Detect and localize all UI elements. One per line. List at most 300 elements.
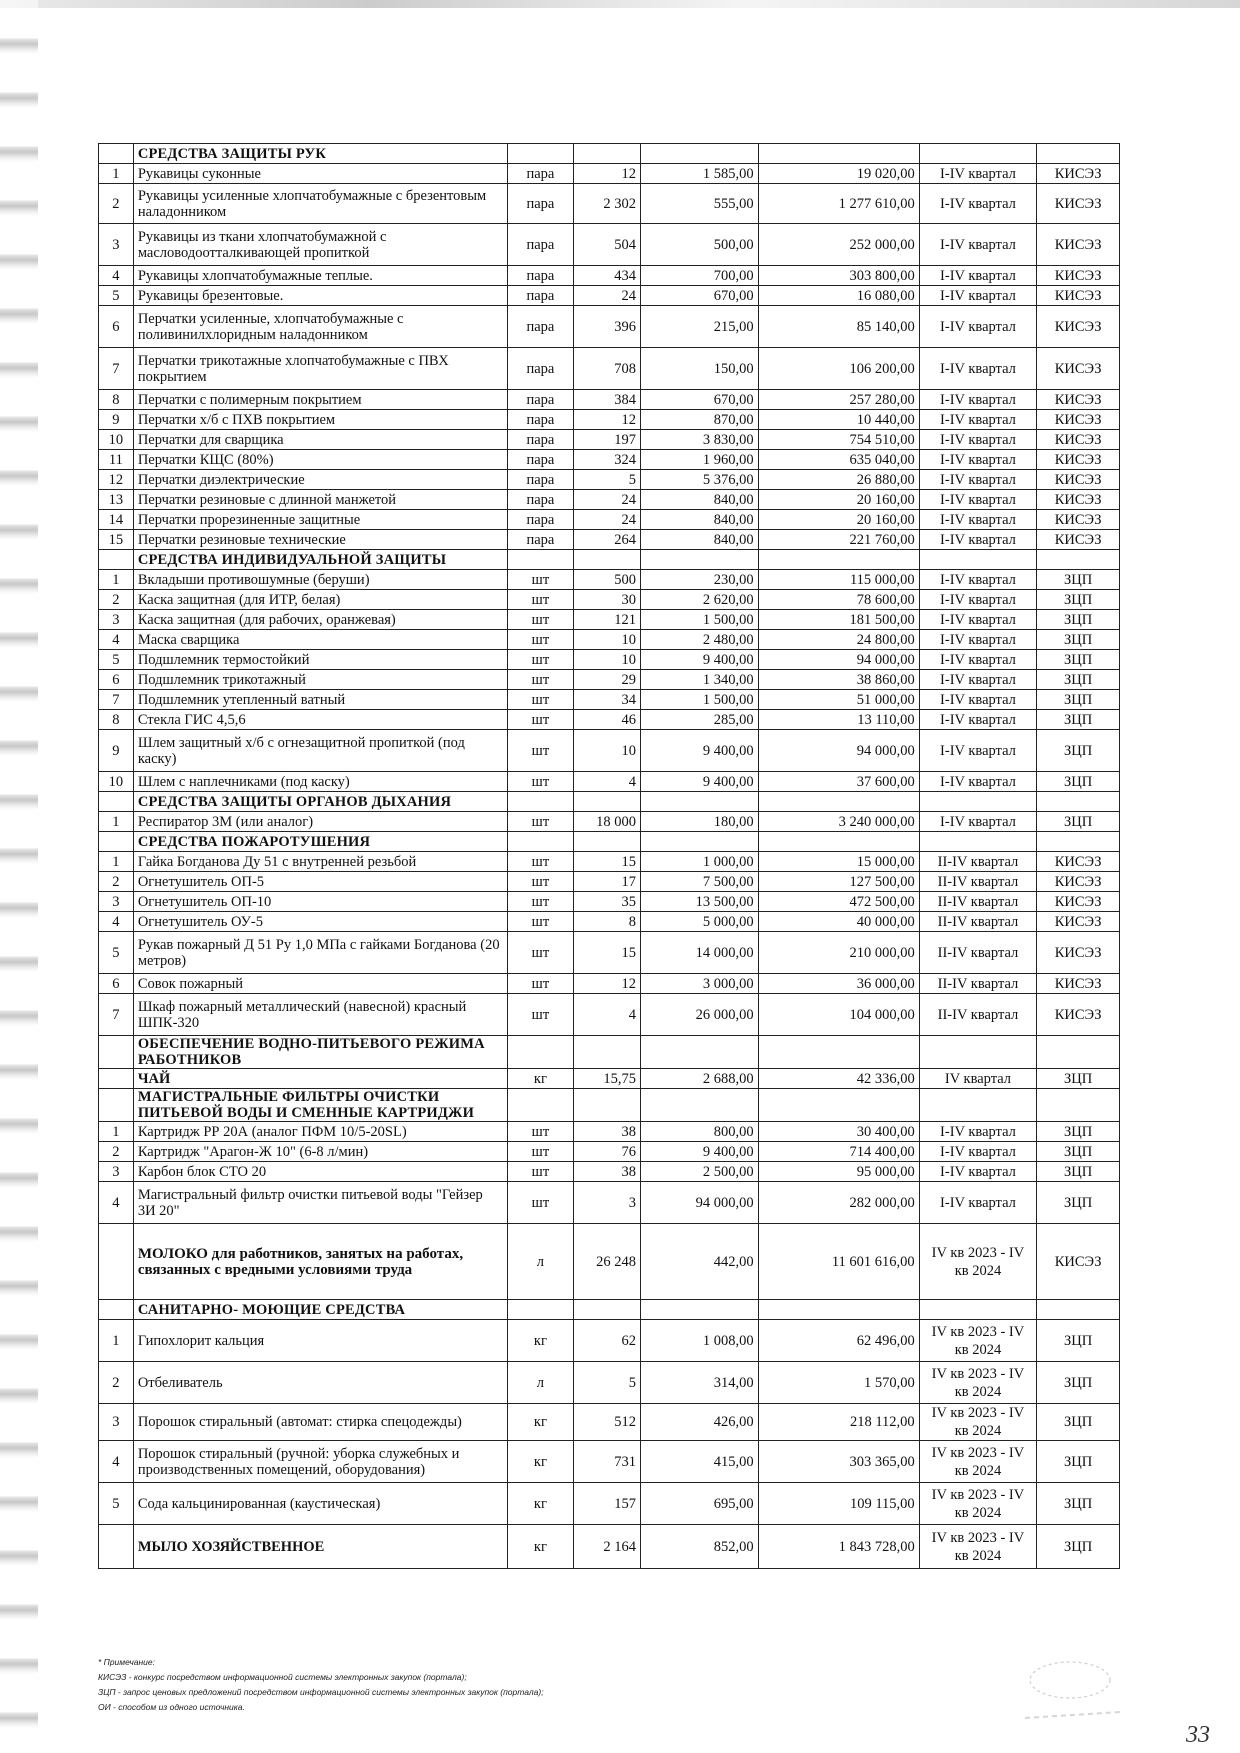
table-row xyxy=(99,1069,1120,1089)
unit-cell: пара xyxy=(508,348,573,390)
item-name: Картридж РР 20А (аналог ПФМ 10/5-20SL) xyxy=(133,1122,507,1142)
unit-cell: пара xyxy=(508,164,573,184)
price-cell: 500,00 xyxy=(641,224,759,266)
row-number: 1 xyxy=(99,164,134,184)
item-name: Порошок стиральный (автомат: стирка спецодежды) xyxy=(133,1404,507,1441)
empty-cell xyxy=(641,550,759,570)
price-cell: 840,00 xyxy=(641,490,759,510)
page-number: 33 xyxy=(1186,1722,1210,1748)
item-name: Шлем защитный х/б с огнезащитной пропиткой (под каску) xyxy=(133,730,507,772)
period-cell: I-IV квартал xyxy=(919,306,1037,348)
period-cell: I-IV квартал xyxy=(919,812,1037,832)
row-number: 5 xyxy=(99,932,134,974)
period-cell: IV кв 2023 - IV кв 2024 xyxy=(919,1224,1037,1300)
quantity-cell: 2 302 xyxy=(573,184,640,224)
unit-cell: пара xyxy=(508,224,573,266)
section-row xyxy=(99,792,1120,812)
total-cell: 30 400,00 xyxy=(758,1122,919,1142)
empty-cell xyxy=(1037,792,1120,812)
unit-cell: шт xyxy=(508,812,573,832)
total-cell: 85 140,00 xyxy=(758,306,919,348)
unit-cell: кг xyxy=(508,1483,573,1525)
period-cell: I-IV квартал xyxy=(919,772,1037,792)
quantity-cell: 62 xyxy=(573,1320,640,1362)
empty-cell xyxy=(919,1089,1037,1122)
item-name: Совок пожарный xyxy=(133,974,507,994)
empty-cell xyxy=(758,1036,919,1069)
empty-cell xyxy=(919,1036,1037,1069)
method-cell: КИСЭЗ xyxy=(1037,410,1120,430)
total-cell: 95 000,00 xyxy=(758,1162,919,1182)
table-row xyxy=(99,224,1120,266)
total-cell: 26 880,00 xyxy=(758,470,919,490)
total-cell: 13 110,00 xyxy=(758,710,919,730)
table-row xyxy=(99,164,1120,184)
method-cell: ЗЦП xyxy=(1037,1162,1120,1182)
period-cell: I-IV квартал xyxy=(919,710,1037,730)
quantity-cell: 12 xyxy=(573,164,640,184)
quantity-cell: 384 xyxy=(573,390,640,410)
unit-cell: шт xyxy=(508,772,573,792)
item-name: Рукавицы суконные xyxy=(133,164,507,184)
quantity-cell: 157 xyxy=(573,1483,640,1525)
section-row xyxy=(99,1300,1120,1320)
item-name: Перчатки х/б с ПХВ покрытием xyxy=(133,410,507,430)
table-row xyxy=(99,872,1120,892)
total-cell: 24 800,00 xyxy=(758,630,919,650)
period-cell: I-IV квартал xyxy=(919,510,1037,530)
total-cell: 181 500,00 xyxy=(758,610,919,630)
item-name: Рукавицы хлопчатобумажные теплые. xyxy=(133,266,507,286)
empty-cell xyxy=(1037,144,1120,164)
period-cell: I-IV квартал xyxy=(919,570,1037,590)
item-name-bold: МОЛОКО xyxy=(137,1245,208,1262)
item-name: Перчатки трикотажные хлопчатобумажные с ПВХ покрытием xyxy=(133,348,507,390)
empty-cell xyxy=(573,792,640,812)
unit-cell: шт xyxy=(508,1182,573,1224)
price-cell: 1 000,00 xyxy=(641,852,759,872)
row-number: 9 xyxy=(99,410,134,430)
period-cell: IV кв 2023 - IV кв 2024 xyxy=(919,1441,1037,1483)
quantity-cell: 76 xyxy=(573,1142,640,1162)
total-cell: 40 000,00 xyxy=(758,912,919,932)
quantity-cell: 5 xyxy=(573,470,640,490)
table-row xyxy=(99,1320,1120,1362)
table-row xyxy=(99,1483,1120,1525)
row-number: 15 xyxy=(99,530,134,550)
unit-cell: шт xyxy=(508,730,573,772)
price-cell: 230,00 xyxy=(641,570,759,590)
table-row xyxy=(99,1142,1120,1162)
total-cell: 1 277 610,00 xyxy=(758,184,919,224)
footnote-oi: ОИ - способом из одного источника. xyxy=(98,1702,245,1712)
table-row xyxy=(99,670,1120,690)
item-name: Перчатки усиленные, хлопчатобумажные с поливинилхлоридным наладонником xyxy=(133,306,507,348)
method-cell: ЗЦП xyxy=(1037,730,1120,772)
section-title: ОБЕСПЕЧЕНИЕ ВОДНО-ПИТЬЕВОГО РЕЖИМА РАБОТНИКОВ xyxy=(133,1036,507,1069)
method-cell: КИСЭЗ xyxy=(1037,892,1120,912)
footnote-kisez: КИСЭЗ - конкурс посредством информационной системы электронных закупок (портала); xyxy=(98,1672,467,1682)
item-name: Перчатки резиновые с длинной манжетой xyxy=(133,490,507,510)
total-cell: 303 365,00 xyxy=(758,1441,919,1483)
period-cell: I-IV квартал xyxy=(919,610,1037,630)
unit-cell: пара xyxy=(508,510,573,530)
row-number: 1 xyxy=(99,1320,134,1362)
quantity-cell: 197 xyxy=(573,430,640,450)
method-cell: КИСЭЗ xyxy=(1037,912,1120,932)
total-cell: 94 000,00 xyxy=(758,730,919,772)
table-row xyxy=(99,1404,1120,1441)
unit-cell: шт xyxy=(508,610,573,630)
period-cell: IV квартал xyxy=(919,1069,1037,1089)
table-row xyxy=(99,184,1120,224)
table-row xyxy=(99,590,1120,610)
row-number: 1 xyxy=(99,570,134,590)
price-cell: 26 000,00 xyxy=(641,994,759,1036)
row-number xyxy=(99,1525,134,1569)
row-number: 3 xyxy=(99,610,134,630)
empty-cell xyxy=(641,832,759,852)
period-cell: I-IV квартал xyxy=(919,630,1037,650)
total-cell: 10 440,00 xyxy=(758,410,919,430)
empty-cell xyxy=(573,1089,640,1122)
method-cell: ЗЦП xyxy=(1037,670,1120,690)
row-number: 1 xyxy=(99,1122,134,1142)
period-cell: I-IV квартал xyxy=(919,184,1037,224)
quantity-cell: 17 xyxy=(573,872,640,892)
row-number: 1 xyxy=(99,852,134,872)
item-name: Рукавицы из ткани хлопчатобумажной с масловодоотталкивающей пропиткой xyxy=(133,224,507,266)
method-cell: КИСЭЗ xyxy=(1037,430,1120,450)
quantity-cell: 35 xyxy=(573,892,640,912)
period-cell: II-IV квартал xyxy=(919,974,1037,994)
item-name: Сода кальцинированная (каустическая) xyxy=(133,1483,507,1525)
empty-cell xyxy=(99,792,134,812)
table-row xyxy=(99,730,1120,772)
quantity-cell: 708 xyxy=(573,348,640,390)
item-name: Гайка Богданова Ду 51 с внутренней резьбой xyxy=(133,852,507,872)
item-name: Отбеливатель xyxy=(133,1362,507,1404)
price-cell: 3 830,00 xyxy=(641,430,759,450)
table-row xyxy=(99,912,1120,932)
method-cell: ЗЦП xyxy=(1037,570,1120,590)
price-cell: 14 000,00 xyxy=(641,932,759,974)
item-name: Перчатки прорезиненные защитные xyxy=(133,510,507,530)
total-cell: 16 080,00 xyxy=(758,286,919,306)
period-cell: I-IV квартал xyxy=(919,1162,1037,1182)
unit-cell: шт xyxy=(508,852,573,872)
period-cell: I-IV квартал xyxy=(919,224,1037,266)
price-cell: 555,00 xyxy=(641,184,759,224)
total-cell: 15 000,00 xyxy=(758,852,919,872)
table-row xyxy=(99,974,1120,994)
row-number: 3 xyxy=(99,1404,134,1441)
table-row xyxy=(99,1182,1120,1224)
table-row xyxy=(99,932,1120,974)
period-cell: II-IV квартал xyxy=(919,912,1037,932)
row-number: 11 xyxy=(99,450,134,470)
method-cell: КИСЭЗ xyxy=(1037,490,1120,510)
total-cell: 210 000,00 xyxy=(758,932,919,974)
price-cell: 840,00 xyxy=(641,510,759,530)
price-cell: 13 500,00 xyxy=(641,892,759,912)
empty-cell xyxy=(99,1300,134,1320)
method-cell: ЗЦП xyxy=(1037,1441,1120,1483)
quantity-cell: 731 xyxy=(573,1441,640,1483)
row-number: 6 xyxy=(99,974,134,994)
empty-cell xyxy=(99,1036,134,1069)
total-cell: 754 510,00 xyxy=(758,430,919,450)
quantity-cell: 38 xyxy=(573,1162,640,1182)
unit-cell: л xyxy=(508,1362,573,1404)
period-cell: I-IV квартал xyxy=(919,164,1037,184)
quantity-cell: 121 xyxy=(573,610,640,630)
table-row xyxy=(99,410,1120,430)
empty-cell xyxy=(641,144,759,164)
faint-stamp xyxy=(1010,1640,1130,1730)
total-cell: 104 000,00 xyxy=(758,994,919,1036)
quantity-cell: 4 xyxy=(573,772,640,792)
price-cell: 1 500,00 xyxy=(641,690,759,710)
quantity-cell: 500 xyxy=(573,570,640,590)
table-row xyxy=(99,1122,1120,1142)
section-row xyxy=(99,832,1120,852)
quantity-cell: 12 xyxy=(573,974,640,994)
total-cell: 78 600,00 xyxy=(758,590,919,610)
unit-cell: шт xyxy=(508,690,573,710)
total-cell: 1 570,00 xyxy=(758,1362,919,1404)
total-cell: 303 800,00 xyxy=(758,266,919,286)
item-name: Перчатки резиновые технические xyxy=(133,530,507,550)
price-cell: 7 500,00 xyxy=(641,872,759,892)
total-cell: 62 496,00 xyxy=(758,1320,919,1362)
method-cell: КИСЭЗ xyxy=(1037,974,1120,994)
price-cell: 442,00 xyxy=(641,1224,759,1300)
item-name: Маска сварщика xyxy=(133,630,507,650)
period-cell: IV кв 2023 - IV кв 2024 xyxy=(919,1362,1037,1404)
empty-cell xyxy=(1037,550,1120,570)
item-name: Стекла ГИС 4,5,6 xyxy=(133,710,507,730)
row-number: 4 xyxy=(99,266,134,286)
table-row xyxy=(99,348,1120,390)
table-row xyxy=(99,610,1120,630)
table-row xyxy=(99,812,1120,832)
total-cell: 282 000,00 xyxy=(758,1182,919,1224)
price-cell: 150,00 xyxy=(641,348,759,390)
empty-cell xyxy=(758,832,919,852)
empty-cell xyxy=(758,550,919,570)
empty-cell xyxy=(919,1300,1037,1320)
unit-cell: пара xyxy=(508,390,573,410)
footnote-title: * Примечание: xyxy=(98,1657,155,1667)
total-cell: 257 280,00 xyxy=(758,390,919,410)
table-row xyxy=(99,1162,1120,1182)
table-row xyxy=(99,510,1120,530)
price-cell: 9 400,00 xyxy=(641,650,759,670)
empty-cell xyxy=(573,550,640,570)
empty-cell xyxy=(758,1089,919,1122)
unit-cell: пара xyxy=(508,450,573,470)
method-cell: ЗЦП xyxy=(1037,590,1120,610)
row-number: 12 xyxy=(99,470,134,490)
row-number: 1 xyxy=(99,812,134,832)
method-cell: КИСЭЗ xyxy=(1037,530,1120,550)
period-cell: IV кв 2023 - IV кв 2024 xyxy=(919,1404,1037,1441)
empty-cell xyxy=(758,1300,919,1320)
total-cell: 127 500,00 xyxy=(758,872,919,892)
method-cell: ЗЦП xyxy=(1037,1483,1120,1525)
empty-cell xyxy=(641,792,759,812)
table-row xyxy=(99,286,1120,306)
period-cell: I-IV квартал xyxy=(919,730,1037,772)
unit-cell: л xyxy=(508,1224,573,1300)
row-number: 8 xyxy=(99,710,134,730)
table-row xyxy=(99,852,1120,872)
price-cell: 285,00 xyxy=(641,710,759,730)
empty-cell xyxy=(758,144,919,164)
period-cell: I-IV квартал xyxy=(919,266,1037,286)
empty-cell xyxy=(1037,1089,1120,1122)
quantity-cell: 10 xyxy=(573,650,640,670)
unit-cell: кг xyxy=(508,1441,573,1483)
price-cell: 2 688,00 xyxy=(641,1069,759,1089)
row-number: 10 xyxy=(99,430,134,450)
quantity-cell: 15 xyxy=(573,932,640,974)
item-name: Огнетушитель ОП-5 xyxy=(133,872,507,892)
period-cell: IV кв 2023 - IV кв 2024 xyxy=(919,1525,1037,1569)
table-row xyxy=(99,994,1120,1036)
price-cell: 852,00 xyxy=(641,1525,759,1569)
unit-cell: пара xyxy=(508,490,573,510)
row-number: 8 xyxy=(99,390,134,410)
period-cell: II-IV квартал xyxy=(919,852,1037,872)
quantity-cell: 15,75 xyxy=(573,1069,640,1089)
price-cell: 2 620,00 xyxy=(641,590,759,610)
table-row xyxy=(99,490,1120,510)
price-cell: 215,00 xyxy=(641,306,759,348)
method-cell: КИСЭЗ xyxy=(1037,994,1120,1036)
quantity-cell: 29 xyxy=(573,670,640,690)
item-name: Вкладыши противошумные (беруши) xyxy=(133,570,507,590)
row-number: 3 xyxy=(99,892,134,912)
total-cell: 38 860,00 xyxy=(758,670,919,690)
item-name: Шкаф пожарный металлический (навесной) красный ШПК-320 xyxy=(133,994,507,1036)
price-cell: 1 500,00 xyxy=(641,610,759,630)
period-cell: I-IV квартал xyxy=(919,390,1037,410)
price-cell: 870,00 xyxy=(641,410,759,430)
method-cell: КИСЭЗ xyxy=(1037,286,1120,306)
unit-cell: шт xyxy=(508,570,573,590)
quantity-cell: 5 xyxy=(573,1362,640,1404)
table-row xyxy=(99,690,1120,710)
price-cell: 1 340,00 xyxy=(641,670,759,690)
unit-cell: шт xyxy=(508,872,573,892)
row-number: 9 xyxy=(99,730,134,772)
total-cell: 94 000,00 xyxy=(758,650,919,670)
row-number: 13 xyxy=(99,490,134,510)
item-name: Шлем с наплечниками (под каску) xyxy=(133,772,507,792)
section-row xyxy=(99,1036,1120,1069)
price-cell: 426,00 xyxy=(641,1404,759,1441)
table-row xyxy=(99,390,1120,410)
total-cell: 19 020,00 xyxy=(758,164,919,184)
method-cell: КИСЭЗ xyxy=(1037,932,1120,974)
period-cell: I-IV квартал xyxy=(919,690,1037,710)
empty-cell xyxy=(508,1036,573,1069)
total-cell: 1 843 728,00 xyxy=(758,1525,919,1569)
unit-cell: пара xyxy=(508,470,573,490)
empty-cell xyxy=(99,1089,134,1122)
price-cell: 5 376,00 xyxy=(641,470,759,490)
table-row xyxy=(99,710,1120,730)
empty-cell xyxy=(573,832,640,852)
section-row xyxy=(99,550,1120,570)
unit-cell: шт xyxy=(508,932,573,974)
quantity-cell: 512 xyxy=(573,1404,640,1441)
table-row xyxy=(99,530,1120,550)
row-number xyxy=(99,1224,134,1300)
table-row xyxy=(99,570,1120,590)
row-number: 5 xyxy=(99,286,134,306)
row-number: 5 xyxy=(99,650,134,670)
period-cell: I-IV квартал xyxy=(919,590,1037,610)
empty-cell xyxy=(919,832,1037,852)
total-cell: 20 160,00 xyxy=(758,510,919,530)
method-cell: ЗЦП xyxy=(1037,650,1120,670)
section-title: СРЕДСТВА ЗАЩИТЫ ОРГАНОВ ДЫХАНИЯ xyxy=(133,792,507,812)
unit-cell: пара xyxy=(508,286,573,306)
price-cell: 2 480,00 xyxy=(641,630,759,650)
table-row xyxy=(99,650,1120,670)
unit-cell: кг xyxy=(508,1404,573,1441)
method-cell: ЗЦП xyxy=(1037,772,1120,792)
row-number: 6 xyxy=(99,306,134,348)
quantity-cell: 18 000 xyxy=(573,812,640,832)
quantity-cell: 434 xyxy=(573,266,640,286)
empty-cell xyxy=(508,1300,573,1320)
quantity-cell: 34 xyxy=(573,690,640,710)
table-row xyxy=(99,450,1120,470)
empty-cell xyxy=(641,1089,759,1122)
empty-cell xyxy=(99,550,134,570)
period-cell: II-IV квартал xyxy=(919,872,1037,892)
table-row xyxy=(99,1441,1120,1483)
method-cell: ЗЦП xyxy=(1037,630,1120,650)
row-number: 4 xyxy=(99,1182,134,1224)
empty-cell xyxy=(508,832,573,852)
unit-cell: кг xyxy=(508,1525,573,1569)
row-number: 4 xyxy=(99,630,134,650)
empty-cell xyxy=(508,1089,573,1122)
period-cell: I-IV квартал xyxy=(919,490,1037,510)
quantity-cell: 3 xyxy=(573,1182,640,1224)
price-cell: 1 585,00 xyxy=(641,164,759,184)
unit-cell: шт xyxy=(508,650,573,670)
method-cell: ЗЦП xyxy=(1037,610,1120,630)
table-row xyxy=(99,630,1120,650)
unit-cell: пара xyxy=(508,184,573,224)
item-name: МЫЛО ХОЗЯЙСТВЕННОЕ xyxy=(133,1525,507,1569)
total-cell: 252 000,00 xyxy=(758,224,919,266)
total-cell: 109 115,00 xyxy=(758,1483,919,1525)
total-cell: 472 500,00 xyxy=(758,892,919,912)
price-cell: 700,00 xyxy=(641,266,759,286)
price-cell: 180,00 xyxy=(641,812,759,832)
item-name: Перчатки с полимерным покрытием xyxy=(133,390,507,410)
scan-edge-top xyxy=(0,0,1240,8)
table-row xyxy=(99,306,1120,348)
method-cell: ЗЦП xyxy=(1037,1525,1120,1569)
